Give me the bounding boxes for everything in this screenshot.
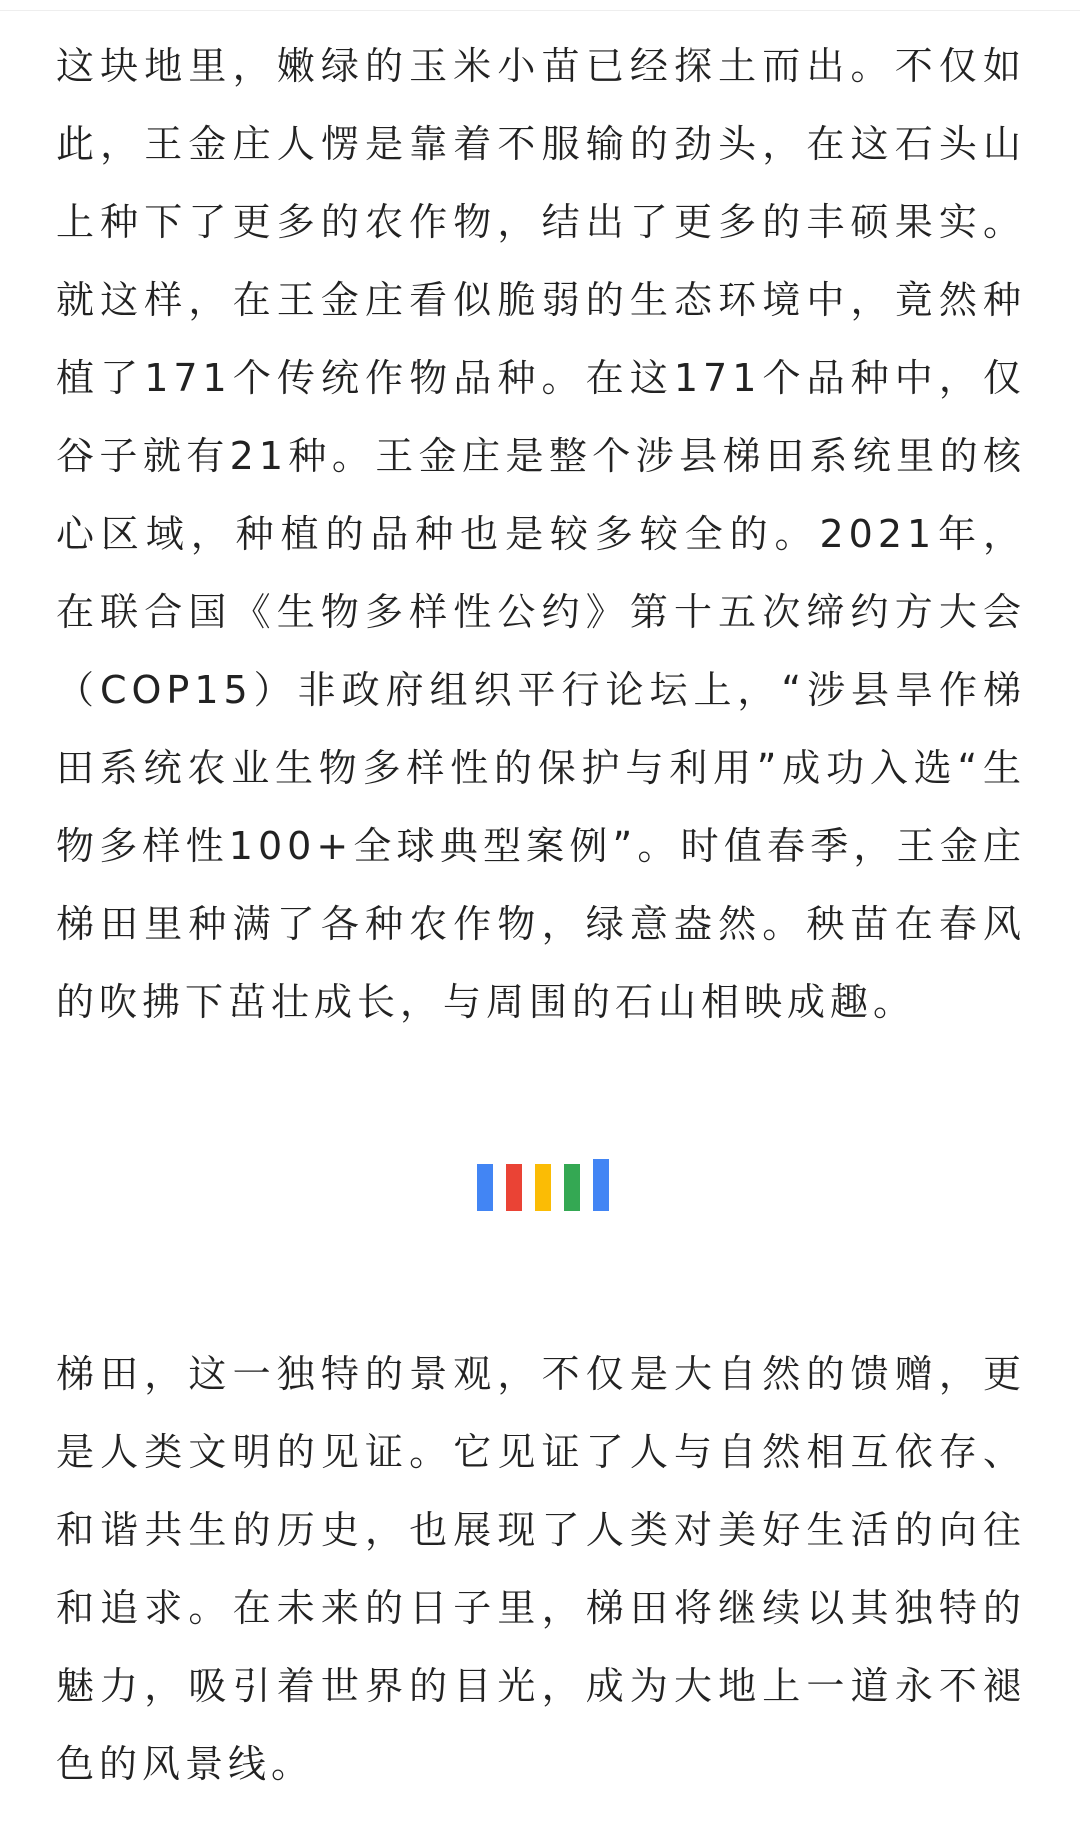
colored-bars-divider-icon bbox=[477, 1159, 607, 1211]
article-paragraph-1: 这块地里，嫩绿的玉米小苗已经探土而出。不仅如此，王金庄人愣是靠着不服输的劲头，在这石头山上种下了更多的农作物，结出了更多的丰硕果实。就这样，在王金庄看似脆弱的生态环境中，竟然种植了171个传统作物品种。在这171个品种中，仅谷子就有21种。王金庄是整个涉县梯田系统里的核心区域，种植的品种也是较多较全的。2021年，在联合国《生物多样性公约》第十五次缔约方大会（COP15）非政府组织平行论坛上，“涉县旱作梯田系统农业生物多样性的保护与利用”成功入选“生物多样性100+全球典型案例”。时值春季，王金庄梯田里种满了各种农作物，绿意盎然。秧苗在春风的吹拂下茁壮成长，与周围的石山相映成趣。 bbox=[56, 44, 1026, 1024]
divider-bar-yellow bbox=[535, 1164, 551, 1211]
divider-bar-blue bbox=[477, 1164, 493, 1211]
divider-bar-red bbox=[506, 1164, 522, 1211]
divider-bar-green bbox=[564, 1164, 580, 1211]
article-paragraph-2: 梯田，这一独特的景观，不仅是大自然的馈赠，更是人类文明的见证。它见证了人与自然相互依存、和谐共生的历史，也展现了人类对美好生活的向往和追求。在未来的日子里，梯田将继续以其独特的魅力，吸引着世界的目光，成为大地上一道永不褪色的风景线。 bbox=[56, 1352, 1026, 1786]
top-rule bbox=[0, 0, 1080, 11]
divider-bar-blue-tall bbox=[593, 1159, 609, 1211]
